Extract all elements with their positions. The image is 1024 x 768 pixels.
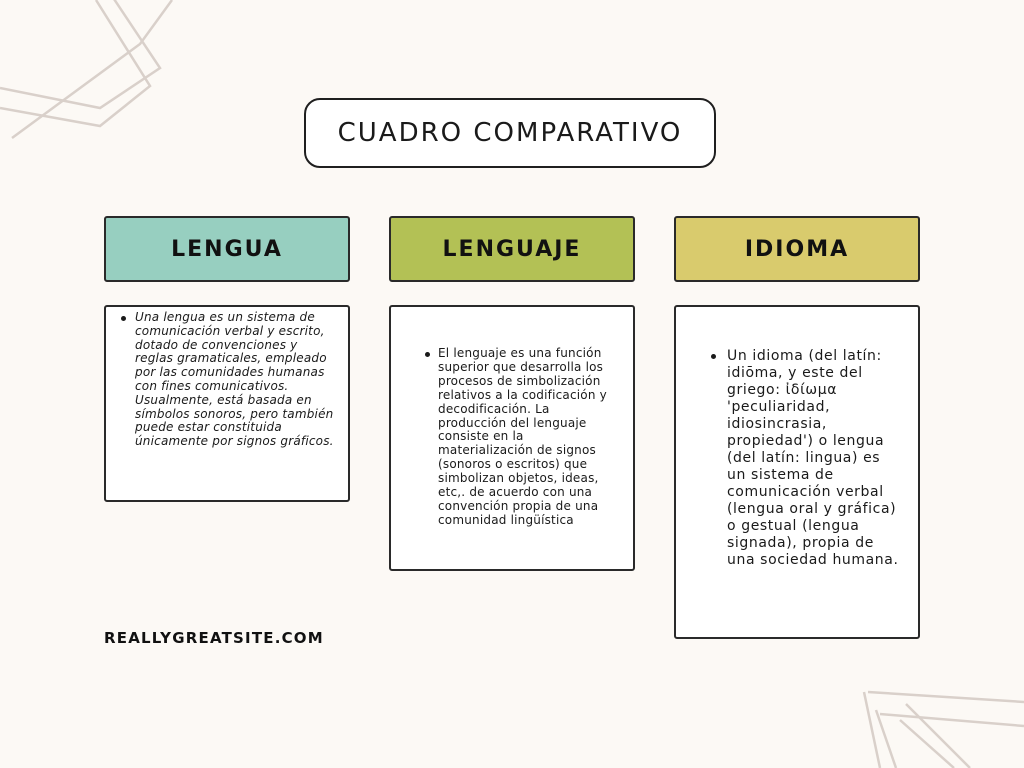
page-title: CUADRO COMPARATIVO [337, 118, 683, 148]
geometric-lines-decoration [0, 0, 200, 160]
header-idioma-label: IDIOMA [744, 236, 850, 262]
website-link[interactable]: REALLYGREATSITE.COM [104, 629, 324, 647]
header-lenguaje [389, 216, 635, 282]
header-lenguaje-label: LENGUAJE [442, 236, 582, 262]
definition-lengua: Una lengua es un sistema de comunicación verbal y escrito, dotado de convenciones y reglas gramaticales, empleado por las comunidades humanas con fines comunicativos. Usualmente, está basada en símbolos sonoros, pero también puede estar constituida únicamente por signos gráficos. [135, 310, 334, 449]
header-idioma [674, 216, 920, 282]
header-lengua [104, 216, 350, 282]
geometric-lines-decoration [840, 680, 1024, 768]
definition-list [727, 348, 902, 569]
card-lengua [104, 305, 350, 502]
definition-lenguaje: El lenguaje es una función superior que desarrolla los procesos de simbolización relativos a la codificación y decodificación. La producción del lenguaje consiste en la materialización de signos (sonoros o escritos) que simbolizan objetos, ideas, etc,. de acuerdo con una convención propia de una comunidad lingüística [438, 347, 617, 528]
title-box [304, 98, 716, 168]
definition-list [438, 347, 617, 528]
definition-list [135, 311, 334, 449]
card-lenguaje [389, 305, 635, 571]
definition-idioma: Un idioma (del latín: idiōma, y este del griego: ἰδίωμα 'peculiaridad, idiosincrasia, propiedad') o lengua (del latín: lingua) es un sistema de comunicación verbal (lengua oral y gráfica) o gestual (lengua signada), propia de una sociedad humana. [727, 348, 902, 569]
card-idioma [674, 305, 920, 639]
header-lengua-label: LENGUA [171, 236, 283, 262]
